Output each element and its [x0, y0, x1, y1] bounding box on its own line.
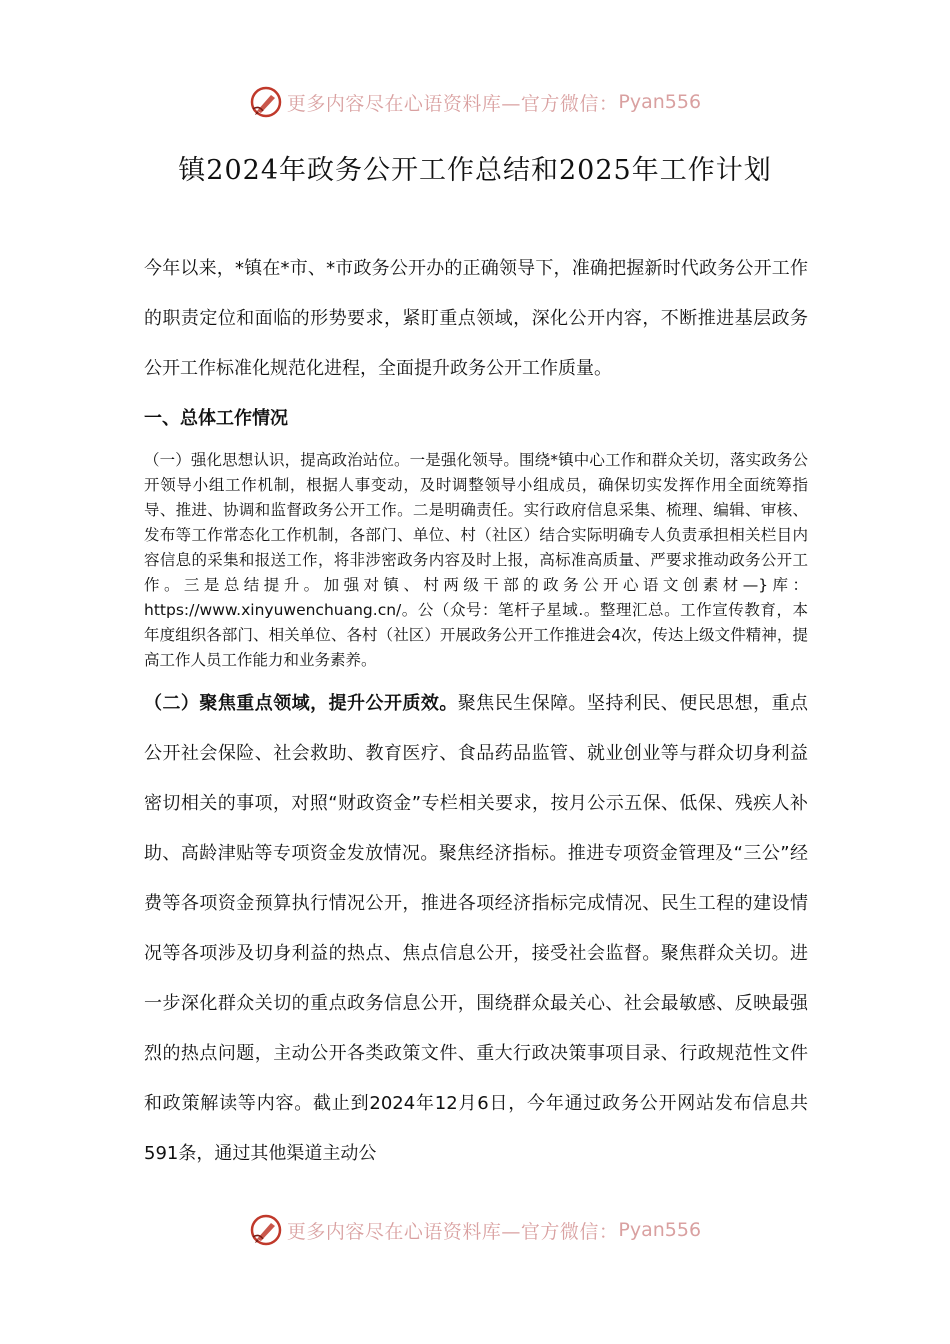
banner-wechat-id: Pyan556 [618, 1219, 702, 1241]
pen-logo-icon [249, 85, 283, 119]
pen-logo-icon [249, 1213, 283, 1247]
section1-paragraph2-body: 聚焦民生保障。坚持利民、便民思想，重点公开社会保险、社会救助、教育医疗、食品药品监管、就业创业等与群众切身利益密切相关的事项，对照“财政资金”专栏相关要求，按月公示五保、低保、残疾人补助、高龄津贴等专项资金发放情况。聚焦经济指标。推进专项资金管理及“三公”经费等各项资金预算执行情况公开，推进各项经济指标完成情况、民生工程的建设情况等各项涉及切身利益的热点、焦点信息公开，接受社会监督。聚焦群众关切。进一步深化群众关切的重点政务信息公开，围绕群众最关心、社会最敏感、反映最强烈的热点问题，主动公开各类政策文件、重大行政决策事项目录、行政规范性文件和政策解读等内容。截止到2024年12月6日，今年通过政务公开网站发布信息共591条，通过其他渠道主动公 [144, 693, 809, 1164]
intro-paragraph: 今年以来，*镇在*市、*市政务公开办的正确领导下，准确把握新时代政务公开工作的职责定位和面临的形势要求，紧盯重点领域，深化公开内容，不断推进基层政务公开工作标准化规范化进程，全面提升政务公开工作质量。 [144, 258, 808, 379]
section1-paragraph2-lead: （二）聚焦重点领域，提升公开质效。 [144, 693, 458, 714]
footer-banner [0, 1210, 950, 1250]
banner-text: 更多内容尽在心语资料库—官方微信： [286, 92, 619, 115]
document-body [144, 244, 808, 1179]
banner-text: 更多内容尽在心语资料库—官方微信： [286, 1220, 619, 1243]
document-title: 镇2024年政务公开工作总结和2025年工作计划 [178, 155, 772, 186]
header-banner [0, 82, 950, 122]
section1-heading: 一、总体工作情况 [144, 408, 288, 429]
section1-paragraph2 [144, 679, 808, 1179]
banner-wechat-id: Pyan556 [618, 91, 702, 113]
section1-paragraph1: （一）强化思想认识，提高政治站位。一是强化领导。围绕*镇中心工作和群众关切，落实政务公开领导小组工作机制，根据人事变动，及时调整领导小组成员，确保切实发挥作用全面统筹指导、推进、协调和监督政务公开工作。二是明确责任。实行政府信息采集、梳理、编辑、审核、发布等工作常态化工作机制，各部门、单位、村（社区）结合实际明确专人负责承担相关栏目内容信息的采集和报送工作，将非涉密政务内容及时上报，高标准高质量、严要求推动政务公开工作。三是总结提升。加强对镇、村两级干部的政务公开心语文创素材—}库：https://www.xinyuwenchuang.cn/。公（众号：笔杆子星域.。整理汇总。工作宣传教育，本年度组织各部门、相关单位、各村（社区）开展政务公开工作推进会4次，传达上级文件精神，提高工作人员工作能力和业务素养。 [144, 451, 808, 669]
